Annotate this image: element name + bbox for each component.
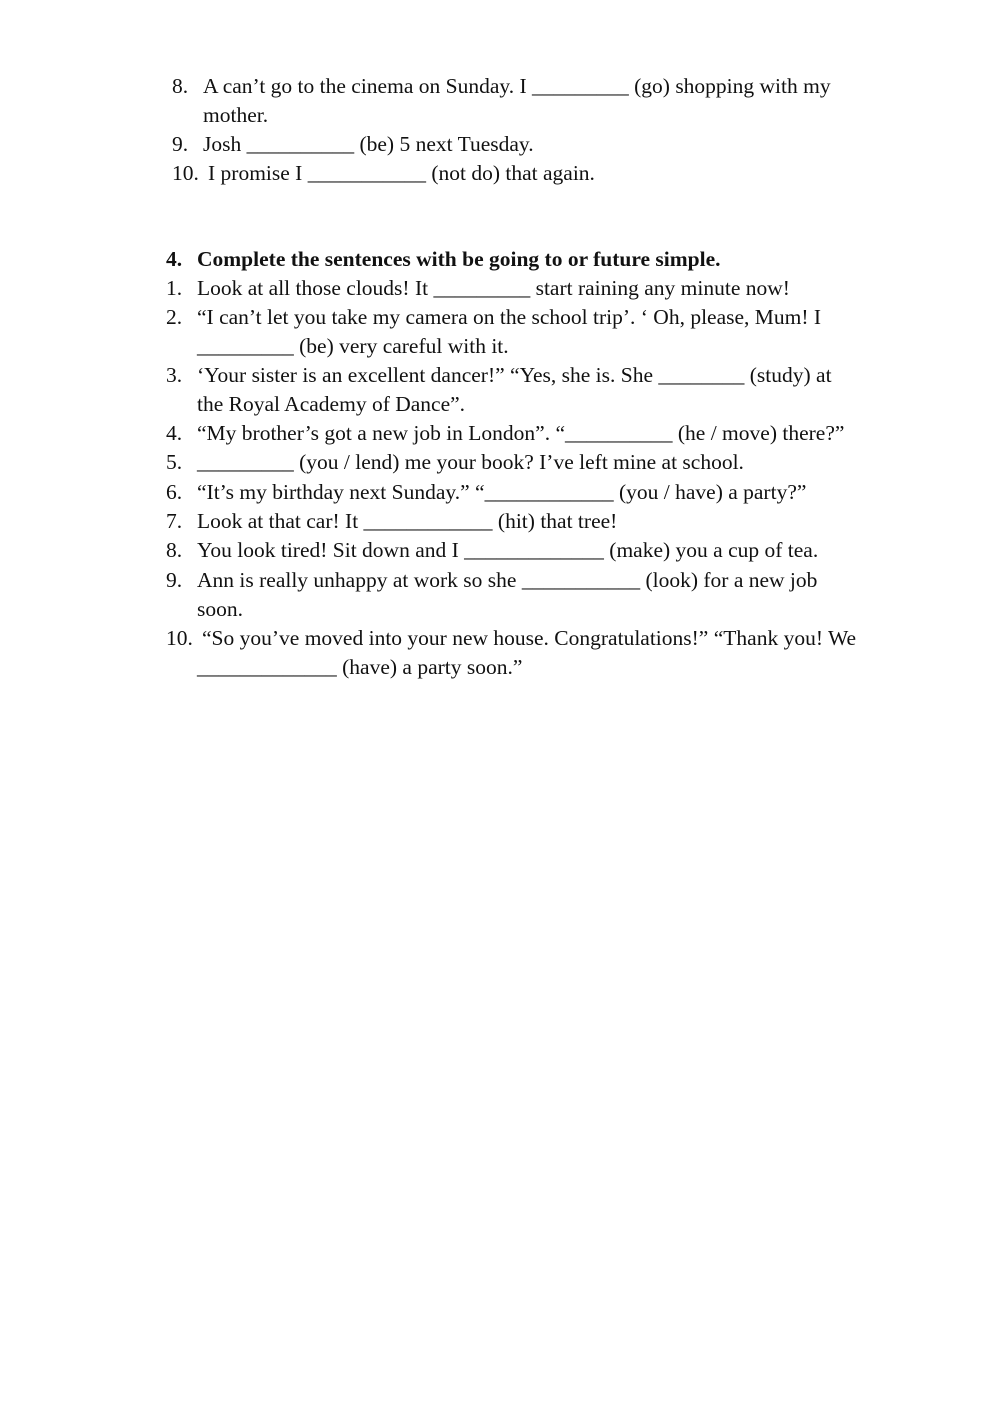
item-text: A can’t go to the cinema on Sunday. I _________ (go) shopping with my [203, 74, 831, 98]
item-number: 10. [166, 626, 193, 650]
item-number: 9. [172, 132, 189, 156]
item-text: “It’s my birthday next Sunday.” “____________ (you / have) a party?” [197, 480, 807, 504]
item-text-continued: _____________ (have) a party soon.” [197, 655, 523, 679]
item-number: 8. [166, 538, 183, 562]
item-number: 5. [166, 450, 183, 474]
item-number: 8. [172, 74, 189, 98]
item-text: “I can’t let you take my camera on the school trip’. ‘ Oh, please, Mum! I [197, 305, 822, 329]
item-text-continued: _________ (be) very careful with it. [197, 334, 509, 358]
item-text-continued: the Royal Academy of Dance”. [197, 392, 466, 416]
item-number: 3. [166, 363, 183, 387]
item-number: 9. [166, 568, 183, 592]
item-text: Look at that car! It ____________ (hit) that tree! [197, 509, 618, 533]
item-number: 10. [172, 161, 199, 185]
item-text: _________ (you / lend) me your book? I’ve left mine at school. [197, 450, 744, 474]
item-number: 1. [166, 276, 183, 300]
item-number: 7. [166, 509, 183, 533]
section-title: Complete the sentences with be going to or future simple. [197, 247, 721, 271]
item-text: ‘Your sister is an excellent dancer!” “Yes, she is. She ________ (study) at [197, 363, 832, 387]
section-number: 4. [166, 247, 183, 271]
item-text-continued: soon. [197, 597, 243, 621]
item-number: 6. [166, 480, 183, 504]
item-text: Josh __________ (be) 5 next Tuesday. [203, 132, 534, 156]
item-text: “So you’ve moved into your new house. Congratulations!” “Thank you! We [202, 626, 857, 650]
item-text: Ann is really unhappy at work so she ___________ (look) for a new job [197, 568, 818, 592]
item-text-continued: mother. [203, 103, 269, 127]
item-number: 2. [166, 305, 183, 329]
item-text: I promise I ___________ (not do) that again. [208, 161, 595, 185]
item-number: 4. [166, 421, 183, 445]
item-text: You look tired! Sit down and I _____________ (make) you a cup of tea. [197, 538, 819, 562]
item-text: Look at all those clouds! It _________ start raining any minute now! [197, 276, 790, 300]
item-text: “My brother’s got a new job in London”. “__________ (he / move) there?” [197, 421, 845, 445]
